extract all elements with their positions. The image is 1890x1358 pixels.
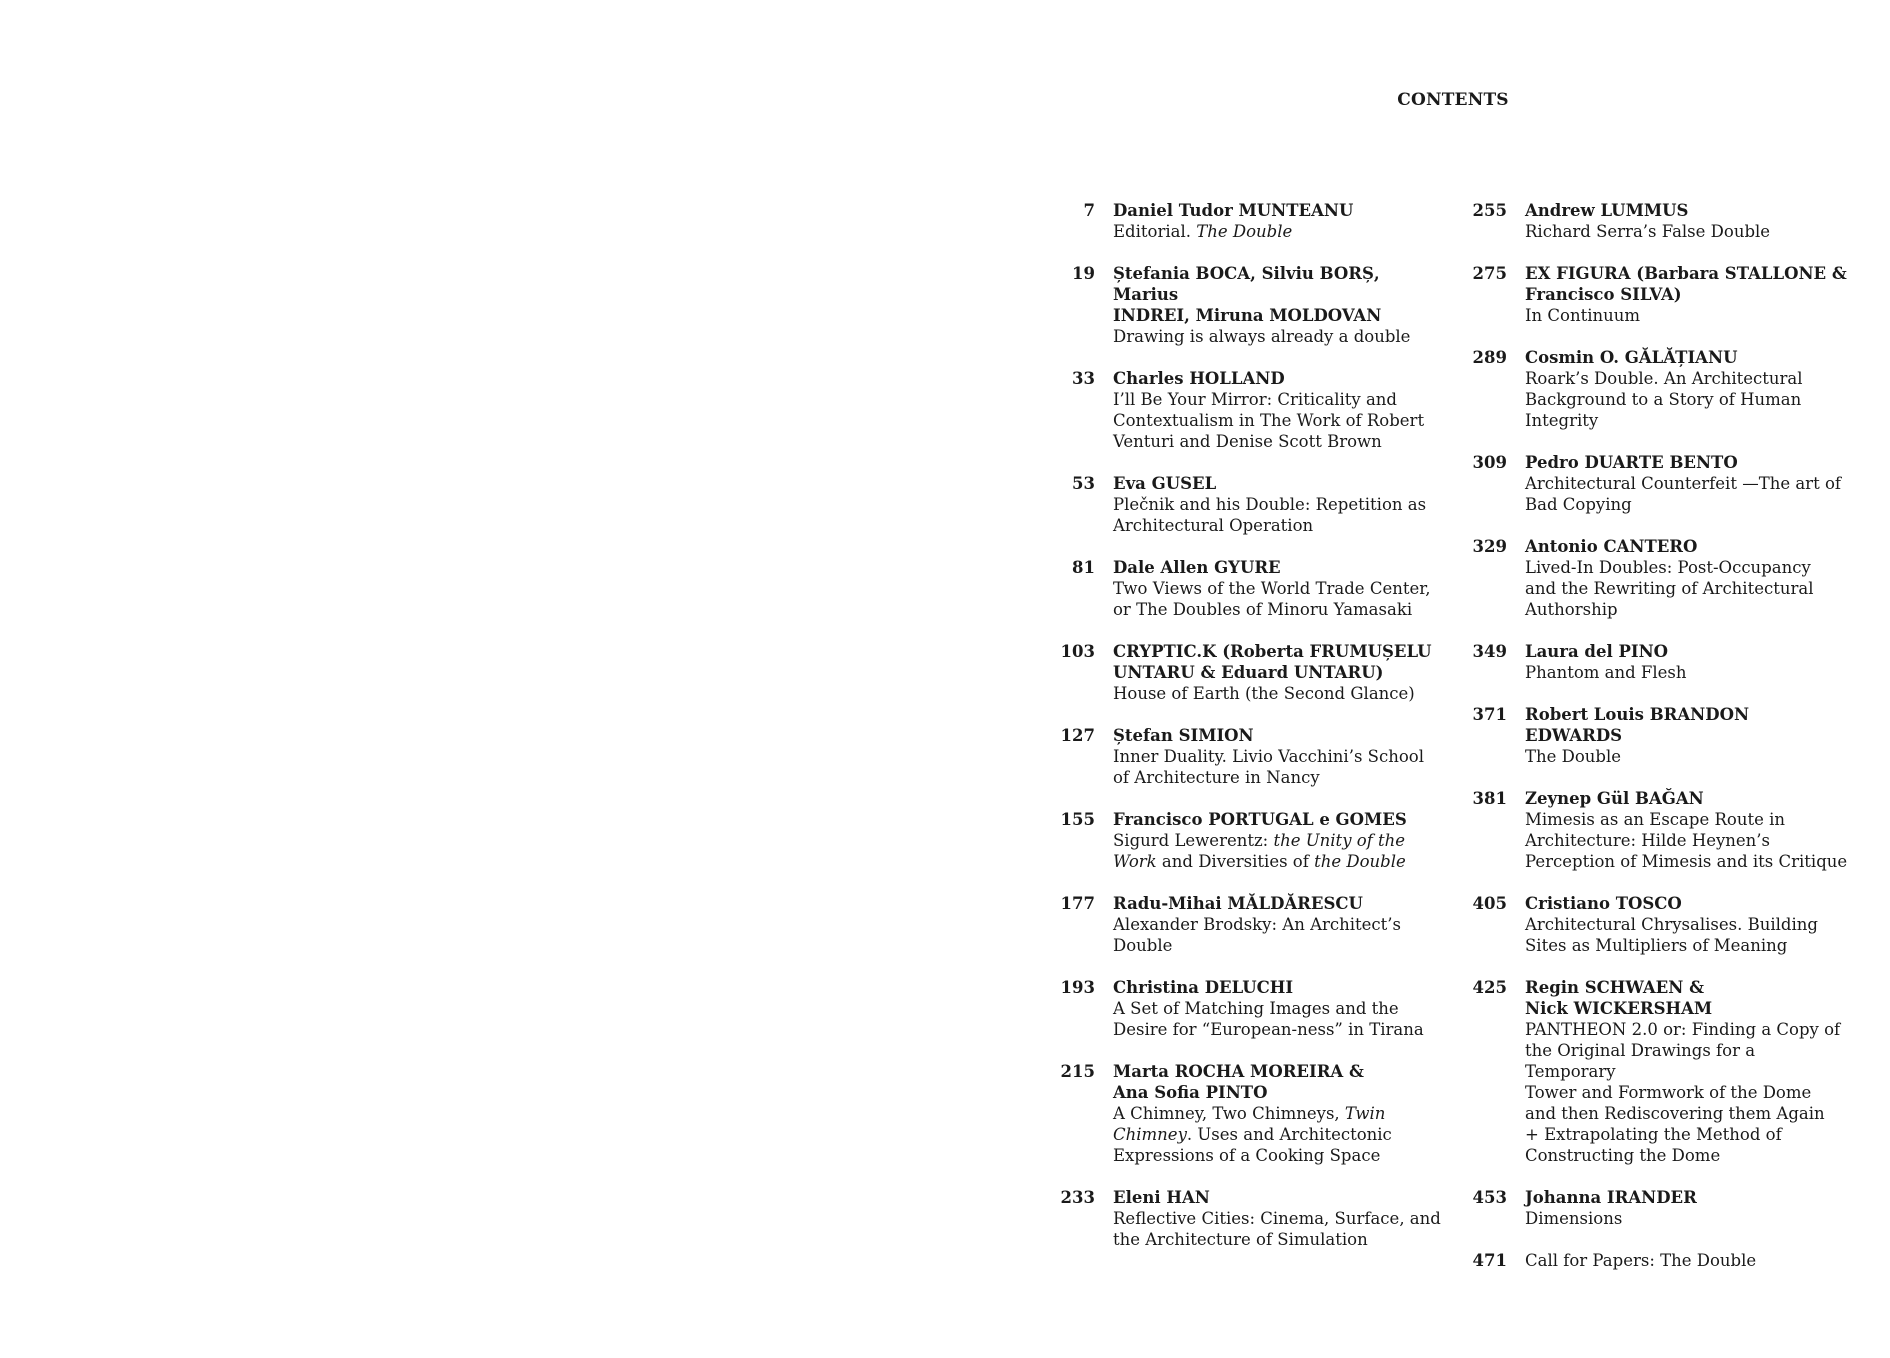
author-name: Radu-Mihai MĂLDĂRESCU [1113, 894, 1363, 913]
title-segment: Drawing is always already a double [1113, 327, 1411, 346]
toc-entry [1048, 1061, 1458, 1166]
author-name: Pedro DUARTE BENTO [1525, 453, 1738, 472]
entry-body [1525, 977, 1850, 1166]
article-title [1525, 914, 1850, 956]
toc-entry [1460, 452, 1870, 515]
entry-body [1525, 641, 1850, 683]
page-title: CONTENTS [1397, 90, 1509, 110]
page-number: 453 [1472, 1188, 1507, 1207]
title-segment: Lived-In Doubles: Post-Occupancy and the Rewriting of Architectural Authorship [1525, 558, 1814, 619]
toc-entry [1460, 893, 1870, 956]
toc-entry [1048, 977, 1458, 1040]
author-name: Charles HOLLAND [1113, 369, 1285, 388]
page-number: 371 [1472, 705, 1507, 724]
author-name: Ștefania BOCA, Silviu BORȘ, Marius INDREI, Miruna MOLDOVAN [1113, 264, 1382, 325]
author-name: Francisco PORTUGAL e GOMES [1113, 810, 1407, 829]
author-name: Ștefan SIMION [1113, 726, 1254, 745]
title-segment: Alexander Brodsky: An Architect’s Double [1113, 915, 1402, 955]
page-number: 193 [1060, 978, 1095, 997]
page-number: 103 [1060, 642, 1095, 661]
article-title [1113, 830, 1443, 872]
entry-body [1525, 536, 1850, 620]
entry-body [1113, 368, 1443, 452]
title-segment: Inner Duality. Livio Vacchini’s School of Architecture in Nancy [1113, 747, 1424, 787]
toc-entry [1460, 536, 1870, 620]
author-name: Antonio CANTERO [1525, 537, 1698, 556]
toc-column-left [1048, 200, 1458, 1271]
toc-entry [1048, 473, 1458, 536]
title-segment: Two Views of the World Trade Center, or The Doubles of Minoru Yamasaki [1113, 579, 1431, 619]
toc-entry [1048, 557, 1458, 620]
article-title [1113, 326, 1443, 347]
page-number: 289 [1472, 348, 1507, 367]
page-number: 275 [1472, 264, 1507, 283]
toc-column-right [1460, 200, 1870, 1292]
title-segment: Sigurd Lewerentz: [1113, 831, 1274, 850]
article-title [1525, 473, 1850, 515]
page-number: 19 [1072, 264, 1095, 283]
entry-body [1525, 893, 1850, 956]
toc-entry [1048, 725, 1458, 788]
author-name: Marta ROCHA MOREIRA & Ana Sofia PINTO [1113, 1062, 1364, 1102]
page-number: 177 [1060, 894, 1095, 913]
page-number: 215 [1060, 1062, 1095, 1081]
title-segment: I’ll Be Your Mirror: Criticality and Contextualism in The Work of Robert Venturi and Denise Scott Brown [1113, 390, 1425, 451]
entry-body [1113, 200, 1443, 242]
author-name: Johanna IRANDER [1525, 1188, 1697, 1207]
toc-entry [1460, 704, 1870, 767]
author-name: Eva GUSEL [1113, 474, 1217, 493]
author-name: Eleni HAN [1113, 1188, 1210, 1207]
toc-entry [1048, 809, 1458, 872]
page-number: 425 [1472, 978, 1507, 997]
article-title [1113, 746, 1443, 788]
author-name: Regin SCHWAEN & Nick WICKERSHAM [1525, 978, 1713, 1018]
entry-body [1113, 809, 1443, 872]
article-title [1113, 221, 1443, 242]
entry-body [1525, 1187, 1850, 1229]
author-name: EX FIGURA (Barbara STALLONE & Francisco SILVA) [1525, 264, 1847, 304]
page-number: 53 [1072, 474, 1095, 493]
page-number: 127 [1060, 726, 1095, 745]
page-number: 405 [1472, 894, 1507, 913]
article-title [1113, 389, 1443, 452]
article-title [1113, 494, 1443, 536]
page-number: 33 [1072, 369, 1095, 388]
article-title [1113, 683, 1443, 704]
entry-body [1525, 347, 1850, 431]
title-segment: Reflective Cities: Cinema, Surface, and the Architecture of Simulation [1113, 1209, 1441, 1249]
title-segment: Editorial. [1113, 222, 1197, 241]
entry-body [1113, 557, 1443, 620]
toc-entry [1048, 368, 1458, 452]
title-segment: Roark’s Double. An Architectural Background to a Story of Human Integrity [1525, 369, 1803, 430]
entry-body [1113, 725, 1443, 788]
toc-entry [1460, 788, 1870, 872]
author-name: Robert Louis BRANDON EDWARDS [1525, 705, 1750, 745]
author-name: Daniel Tudor MUNTEANU [1113, 201, 1354, 220]
toc-entry [1048, 263, 1458, 347]
title-segment: . Uses and Architectonic Expressions of a Cooking Space [1113, 1125, 1392, 1165]
toc-entry [1048, 893, 1458, 956]
article-title [1525, 1019, 1850, 1166]
entry-body [1113, 1187, 1443, 1250]
toc-entry [1460, 641, 1870, 683]
title-segment: A Set of Matching Images and the Desire for “European-ness” in Tirana [1113, 999, 1424, 1039]
title-segment: the Double [1314, 852, 1406, 871]
title-segment: In Continuum [1525, 306, 1641, 325]
entry-body [1525, 452, 1850, 515]
article-title [1525, 557, 1850, 620]
author-name: Christina DELUCHI [1113, 978, 1294, 997]
page-number: 233 [1060, 1188, 1095, 1207]
title-segment: Architectural Chrysalises. Building Sites as Multipliers of Meaning [1525, 915, 1818, 955]
entry-body [1113, 893, 1443, 956]
entry-body [1113, 473, 1443, 536]
toc-entry [1460, 977, 1870, 1166]
entry-body [1525, 1250, 1850, 1271]
page-number: 155 [1060, 810, 1095, 829]
article-title [1525, 662, 1850, 683]
page-number: 471 [1472, 1251, 1507, 1270]
page-number: 329 [1472, 537, 1507, 556]
author-name: Laura del PINO [1525, 642, 1669, 661]
article-title [1525, 809, 1850, 872]
article-title [1525, 305, 1850, 326]
toc-entry [1460, 1187, 1870, 1229]
toc-entry [1460, 200, 1870, 242]
title-segment: Richard Serra’s False Double [1525, 222, 1771, 241]
page-number: 7 [1083, 201, 1095, 220]
page-number: 349 [1472, 642, 1507, 661]
title-segment: PANTHEON 2.0 or: Finding a Copy of the Original Drawings for a Temporary Tower and Formwork of the Dome and then Rediscovering them Again + Extrapolating the Method of Constructing the Dome [1525, 1020, 1841, 1165]
author-name: CRYPTIC.K (Roberta FRUMUȘELU UNTARU & Eduard UNTARU) [1113, 642, 1432, 682]
article-title [1525, 1208, 1850, 1229]
entry-body [1113, 1061, 1443, 1166]
toc-entry [1048, 641, 1458, 704]
title-segment: Phantom and Flesh [1525, 663, 1687, 682]
page-number: 255 [1472, 201, 1507, 220]
entry-body [1525, 200, 1850, 242]
toc-entry [1460, 347, 1870, 431]
toc-entry [1460, 263, 1870, 326]
page-number: 309 [1472, 453, 1507, 472]
title-segment: and Diversities of [1156, 852, 1315, 871]
title-segment: Plečnik and his Double: Repetition as Architectural Operation [1113, 495, 1427, 535]
title-segment: Dimensions [1525, 1209, 1623, 1228]
entry-body [1113, 641, 1443, 704]
page-number: 381 [1472, 789, 1507, 808]
article-title [1113, 1103, 1443, 1166]
title-segment: A Chimney, Two Chimneys, [1113, 1104, 1345, 1123]
author-name: Cristiano TOSCO [1525, 894, 1682, 913]
article-title [1113, 578, 1443, 620]
title-segment: Architectural Counterfeit —The art of Bad Copying [1525, 474, 1841, 514]
author-name: Zeynep Gül BAĞAN [1525, 789, 1704, 808]
page-number: 81 [1072, 558, 1095, 577]
entry-body [1525, 788, 1850, 872]
title-segment: the Unity of the Work [1113, 831, 1406, 871]
toc-entry [1048, 1187, 1458, 1250]
title-segment: House of Earth (the Second Glance) [1113, 684, 1415, 703]
entry-body [1525, 263, 1850, 326]
article-title [1525, 746, 1850, 767]
toc-entry [1048, 200, 1458, 242]
title-segment: The Double [1525, 747, 1622, 766]
article-title [1113, 914, 1443, 956]
article-title [1113, 1208, 1443, 1250]
title-segment: Call for Papers: The Double [1525, 1251, 1757, 1270]
article-title [1525, 1250, 1850, 1271]
title-segment: Mimesis as an Escape Route in Architecture: Hilde Heynen’s Perception of Mimesis and its Critique [1525, 810, 1848, 871]
author-name: Andrew LUMMUS [1525, 201, 1689, 220]
article-title [1525, 368, 1850, 431]
entry-body [1113, 263, 1443, 347]
toc-entry [1460, 1250, 1870, 1271]
title-segment: The Double [1196, 222, 1293, 241]
author-name: Cosmin O. GĂLĂȚIANU [1525, 348, 1738, 367]
article-title [1525, 221, 1850, 242]
title-segment: Twin Chimney [1113, 1104, 1386, 1144]
entry-body [1525, 704, 1850, 767]
article-title [1113, 998, 1443, 1040]
entry-body [1113, 977, 1443, 1040]
author-name: Dale Allen GYURE [1113, 558, 1281, 577]
